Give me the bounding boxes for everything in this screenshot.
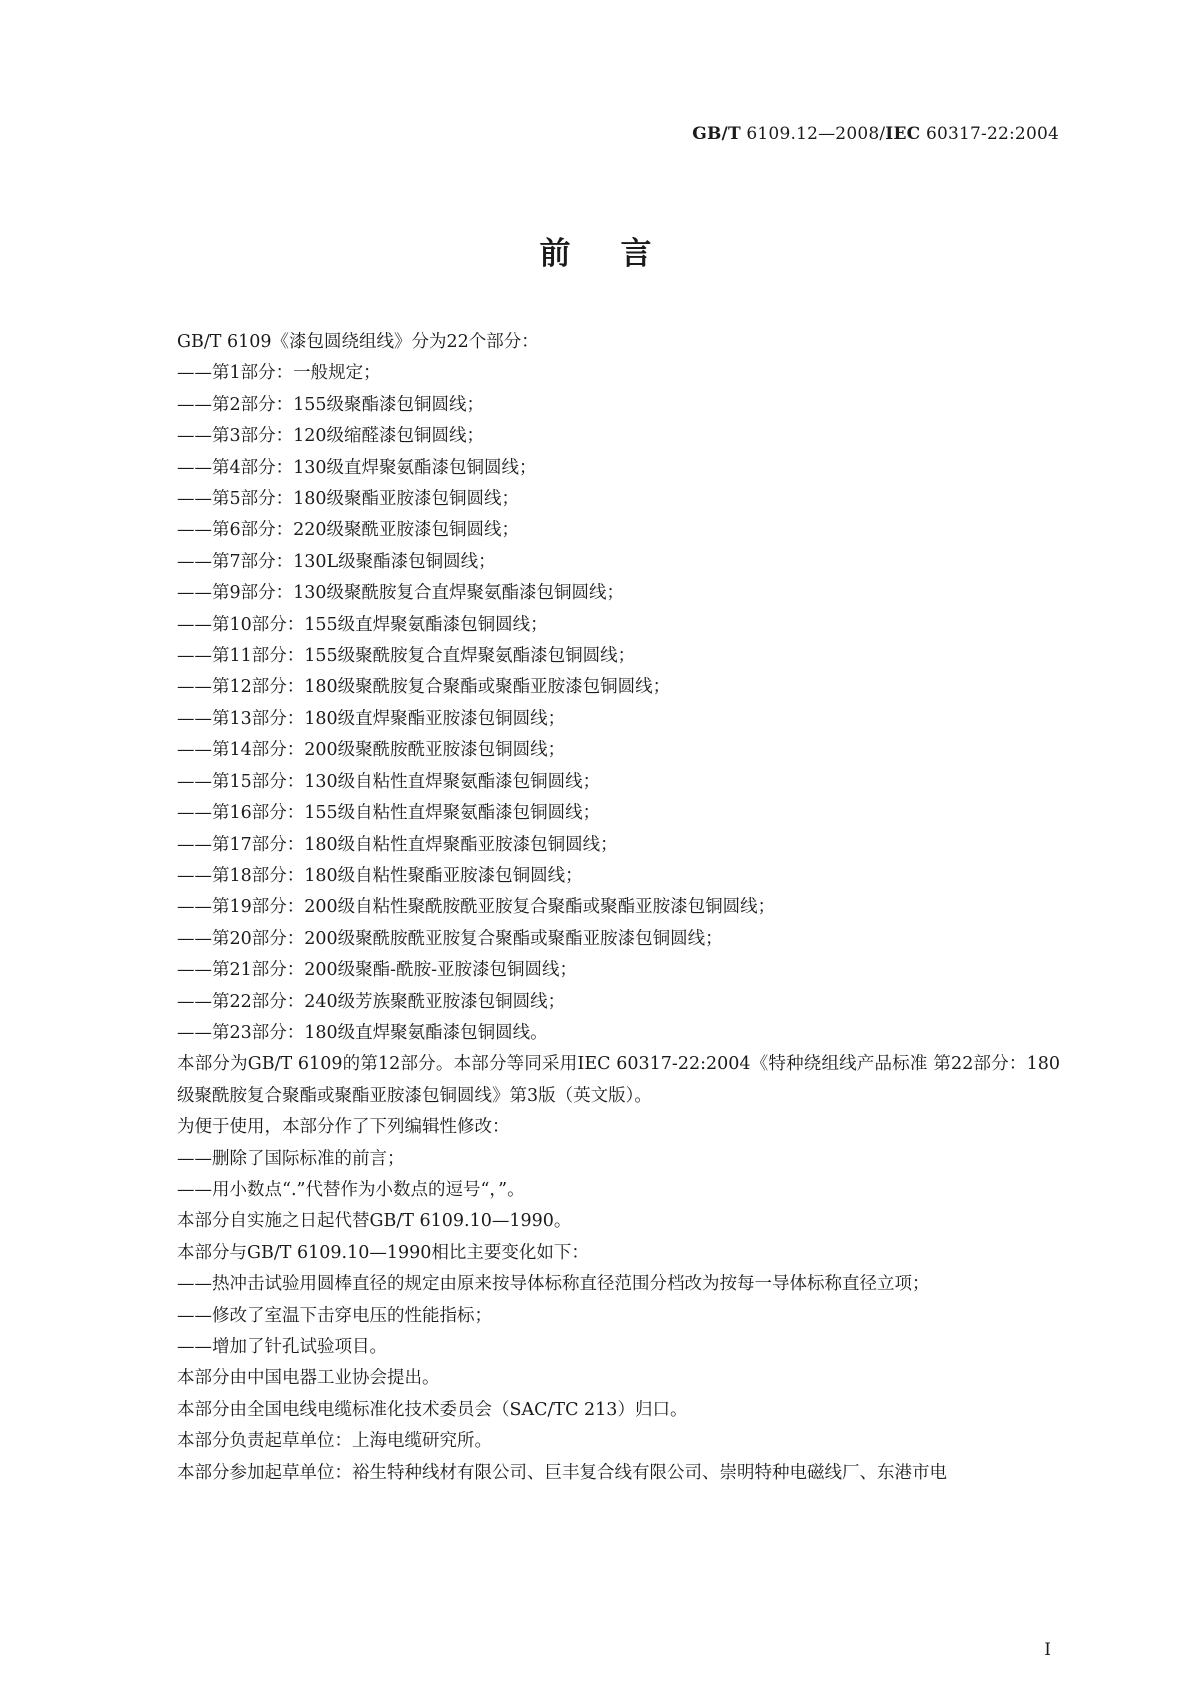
foreword-body	[130, 327, 1060, 1489]
list-item: ——增加了针孔试验项目。	[177, 1337, 387, 1357]
drafted-by-paragraph: 本部分负责起草单位：上海电缆研究所。	[177, 1431, 492, 1452]
centralized-by-paragraph: 本部分由全国电线电缆标准化技术委员会（SAC/TC 213）归口。	[177, 1399, 688, 1420]
iec-prefix: IEC	[885, 124, 921, 144]
list-item: ——第20部分：200级聚酰胺酰亚胺复合聚酯或聚酯亚胺漆包铜圆线；	[177, 928, 723, 949]
list-item: ——用小数点“.”代替作为小数点的逗号“，”。	[177, 1179, 525, 1200]
list-item: ——第7部分：130L级聚酯漆包铜圆线；	[177, 551, 496, 572]
list-item: ——第10部分：155级直焊聚氨酯漆包铜圆线；	[177, 614, 548, 635]
standard-number: 6109.12—2008/	[740, 124, 886, 144]
list-item: ——热冲击试验用圆棒直径的规定由原来按导体标称直径范围分档改为按每一导体标称直径立项；	[177, 1274, 930, 1295]
intro-paragraph: GB/T 6109《漆包圆绕组线》分为22个部分：	[177, 332, 539, 352]
replaces-paragraph: 本部分自实施之日起代替GB/T 6109.10—1990。	[177, 1211, 572, 1232]
list-item: ——删除了国际标准的前言；	[177, 1148, 405, 1169]
list-item: ——第22部分：240级芳族聚酰亚胺漆包铜圆线；	[177, 991, 566, 1012]
parts-list	[130, 358, 1060, 1049]
list-item: ——第17部分：180级自粘性直焊聚酯亚胺漆包铜圆线；	[177, 834, 618, 855]
list-item: ——第12部分：180级聚酰胺复合聚酯或聚酯亚胺漆包铜圆线；	[177, 677, 671, 698]
list-item: ——修改了室温下击穿电压的性能指标；	[177, 1305, 492, 1326]
standard-prefix: GB/T	[692, 124, 741, 144]
list-item: ——第16部分：155级自粘性直焊聚氨酯漆包铜圆线；	[177, 803, 601, 824]
list-item: ——第18部分：180级自粘性聚酯亚胺漆包铜圆线；	[177, 865, 583, 886]
list-item: ——第23部分：180级直焊聚氨酯漆包铜圆线。	[177, 1022, 548, 1043]
list-item: ——第3部分：120级缩醛漆包铜圆线；	[177, 426, 485, 447]
equivalence-paragraph: 本部分为GB/T 6109的第12部分。本部分等同采用IEC 60317-22:2004《特种绕组线产品标准 第22部分：180级聚酰胺复合聚酯或聚酯亚胺漆包铜圆线》第3版（英文版）。	[177, 1054, 1060, 1106]
iec-number: 60317-22:2004	[920, 124, 1059, 144]
list-item: ——第14部分：200级聚酰胺酰亚胺漆包铜圆线；	[177, 740, 566, 761]
list-item: ——第9部分：130级聚酰胺复合直焊聚氨酯漆包铜圆线；	[177, 583, 625, 604]
changes-intro-paragraph: 本部分与GB/T 6109.10—1990相比主要变化如下：	[177, 1242, 589, 1263]
page-title: 前言	[539, 236, 702, 272]
participants-paragraph: 本部分参加起草单位：裕生特种线材有限公司、巨丰复合线有限公司、崇明特种电磁线厂、东港市电	[177, 1462, 947, 1483]
list-item: ——第4部分：130级直焊聚氨酯漆包铜圆线；	[177, 457, 537, 478]
list-item: ——第6部分：220级聚酰亚胺漆包铜圆线；	[177, 520, 520, 541]
document-header	[692, 124, 1059, 144]
list-item: ——第15部分：130级自粘性直焊聚氨酯漆包铜圆线；	[177, 771, 601, 792]
list-item: ——第13部分：180级直焊聚酯亚胺漆包铜圆线；	[177, 708, 566, 729]
list-item: ——第21部分：200级聚酯-酰胺-亚胺漆包铜圆线；	[177, 960, 577, 981]
list-item: ——第2部分：155级聚酯漆包铜圆线；	[177, 394, 485, 415]
proposed-by-paragraph: 本部分由中国电器工业协会提出。	[177, 1368, 440, 1389]
list-item: ——第5部分：180级聚酯亚胺漆包铜圆线；	[177, 489, 520, 510]
page-number: I	[1044, 1640, 1051, 1660]
list-item: ——第1部分：一般规定；	[177, 363, 381, 384]
list-item: ——第11部分：155级聚酰胺复合直焊聚氨酯漆包铜圆线；	[177, 646, 636, 667]
edit-intro-paragraph: 为便于使用，本部分作了下列编辑性修改：	[177, 1117, 510, 1138]
list-item: ——第19部分：200级自粘性聚酰胺酰亚胺复合聚酯或聚酯亚胺漆包铜圆线；	[177, 897, 776, 918]
